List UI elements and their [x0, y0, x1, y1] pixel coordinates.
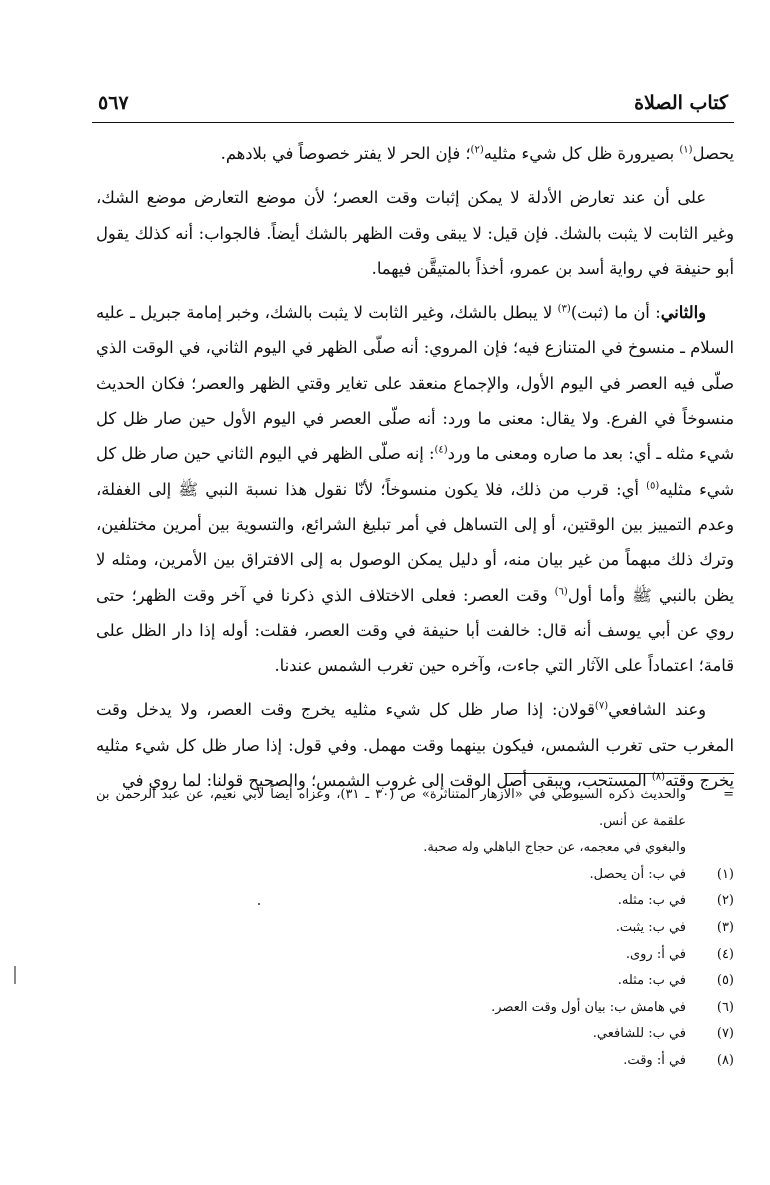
footnote-ref-2[interactable]: (٢)	[470, 144, 484, 156]
footnote-divider	[504, 773, 734, 774]
footnote-ref-8[interactable]: (٨)	[651, 771, 665, 783]
main-text	[96, 136, 734, 807]
footnote-5	[96, 968, 734, 995]
p3-text-b: لا يبطل بالشك، وغير الثابت لا يثبت بالشك، وخبر إمامة جبريل ـ عليه السلام ـ منسوخ في المتنازع فيه؛ فإن المروي: أنه صلّى الظهر في اليوم الثاني، في الوقت الذي صلّى فيه العصر في اليوم الأول، والإجماع منعقد على تغاير وقتي الظهر والعصر؛ فكان الحديث منسوخاً في الفرع. ولا يقال: معنى ما ورد: أنه صلّى العصر في اليوم الأول حين صار ظل كل شيء مثله ـ أي: بعد ما صاره ومعنى ما ورد	[96, 303, 734, 464]
p3-lead-word: والثاني	[660, 303, 707, 323]
p3-text-e: وقت العصر: فعلى الاختلاف الذي ذكرنا في آخر وقت الظهر؛ حتى روي عن أبي يوسف أنه قال: خالفت أبا حنيفة في وقت العصر، فقلت: أوله إذا دار الظل على قامة؛ اعتماداً على الآثار التي جاءت، وآخره حين تغرب الشمس عندنا.	[96, 585, 734, 676]
footnote-number: (٨)	[716, 1052, 734, 1068]
scan-margin-mark	[14, 966, 16, 984]
paragraph-1	[96, 136, 734, 171]
paragraph-2: على أن عند تعارض الأدلة لا يمكن إثبات وقت العصر؛ لأن موضع التعارض موضع الشك، وغير الثابت لا يثبت بالشك. فإن قيل: لا يبقى وقت الظهر بالشك أيضاً. فالجواب: أنه كذلك يقول أبو حنيفة في رواية أسد بن عمرو، أخذاً بالمتيقَّن فيهما.	[96, 188, 734, 278]
footnote-number: (٧)	[716, 1026, 734, 1042]
footnote-text: في ب: مثله.	[617, 973, 686, 989]
footnote-4	[96, 942, 734, 969]
footnote-text: في ب: يثبت.	[615, 919, 686, 935]
p1-text-c: ؛ فإن الحر لا يفتر خصوصاً في بلادهم.	[220, 144, 471, 163]
footnote-number: (١)	[716, 866, 734, 882]
footnote-number: (٢)	[716, 893, 734, 909]
footnote-number: (٦)	[716, 999, 734, 1015]
p1-text-a: يحصل	[692, 144, 734, 163]
footnote-text: في هامش ب: بيان أول وقت العصر.	[491, 999, 686, 1015]
footnote-ref-3[interactable]: (٣)	[557, 303, 571, 315]
footnote-text: في أ: روى.	[625, 946, 686, 962]
p4-text-c: المستحب، ويبقى أصل الوقت إلى غروب الشمس؛ والصحيح قولنا: لما روي في	[122, 771, 652, 791]
footnotes	[96, 782, 734, 1075]
p1-text-b: بصيرورة ظل كل شيء مثليه	[483, 144, 680, 163]
continuation-line-1: والحديث ذكره السيوطي في «الأزهار المتناثرة» ص (٣٠ ـ ٣١)، وعزاه أيضاً لأبي نعيم، عن عبد الرحمن بن علقمة عن أنس.	[96, 787, 687, 829]
footnote-number: (٤)	[716, 946, 734, 962]
footnote-8	[96, 1048, 734, 1075]
footnote-text: في ب: مثله.	[617, 893, 686, 909]
paragraph-3	[96, 295, 734, 683]
footnote-ref-4[interactable]: (٤)	[434, 444, 448, 456]
footnote-ref-7[interactable]: (٧)	[594, 701, 609, 713]
footnote-text: في ب: للشافعي.	[592, 1026, 686, 1042]
footnote-ref-5[interactable]: (٥)	[646, 480, 660, 492]
footnote-ref-1[interactable]: (١)	[679, 144, 693, 156]
footnote-text: في ب: أن يحصل.	[589, 866, 686, 882]
footnote-1	[96, 862, 734, 889]
footnote-2	[96, 888, 734, 915]
footnote-ref-6[interactable]: (٦)	[554, 586, 568, 598]
page-number: ٥٦٧	[98, 92, 129, 114]
p3-text-a: : أن ما (ثبت)	[570, 303, 661, 323]
footnote-number: (٣)	[716, 919, 734, 935]
p3-text-d: أي: قرب من ذلك، فلا يكون منسوخاً؛ لأنّا نقول هذا نسبة النبي ﷺ إلى الغفلة، وعدم التمييز بين الوقتين، أو إلى التساهل في أمر تبليغ الشرائع، والتسوية بين أمرين مختلفين، وترك ذلك مبهماً من غير بيان منه، أو دليل يمكن الوصول به إلى الافتراق بين الأمرين، ومثله لا يظن بالنبي ﷺ وأما أول	[96, 479, 734, 605]
footnote-3	[96, 915, 734, 942]
p4-text-a: وعند الشافعي	[608, 700, 706, 720]
footnote-number: (٥)	[716, 973, 734, 989]
footnote-text: في أ: وقت.	[623, 1052, 686, 1068]
footnote-continuation	[96, 782, 734, 862]
p4-text-b: قولان: إذا صار ظل كل شيء مثليه يخرج وقت العصر، ولا يدخل وقت المغرب حتى تغرب الشمس، فيكون بينهما وقت مهمل. وفي قول: إذا صار ظل كل شيء مثليه يخرج وقته	[96, 700, 734, 791]
running-header	[92, 92, 734, 123]
continuation-line-2: والبغوي في معجمه، عن حجاج الباهلي وله صحبة.	[423, 840, 686, 856]
chapter-title: كتاب الصلاة	[634, 92, 728, 114]
p3-text-c: : إنه صلّى الظهر في اليوم الثاني حين صار ظل كل شيء مثليه	[96, 444, 735, 499]
continuation-mark: =	[723, 787, 734, 802]
footnote-7	[96, 1021, 734, 1048]
scan-speck	[258, 903, 260, 905]
footnote-6	[96, 995, 734, 1022]
